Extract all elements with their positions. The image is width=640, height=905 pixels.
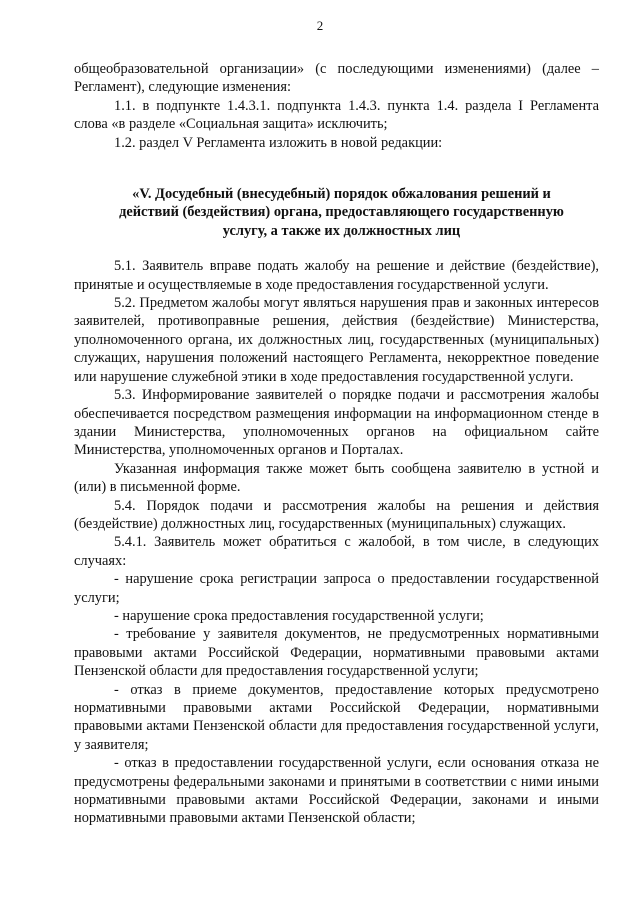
intro-paragraph-2: 1.1. в подпункте 1.4.3.1. подпункта 1.4.3. пункта 1.4. раздела I Регламента слова «в разделе «Социальная защита» исключить; <box>74 97 599 133</box>
body-list-item-2: - нарушение срока предоставления государственной услуги; <box>114 607 484 624</box>
body-list-item-3: - требование у заявителя документов, не предусмотренных нормативными правовыми актами Российской Федерации, нормативными правовыми актами Пензенской области для предоставления государственной услуги; <box>74 626 599 680</box>
page-number: 2 <box>316 18 324 33</box>
intro-paragraph-3: 1.2. раздел V Регламента изложить в новой редакции: <box>114 134 443 151</box>
body-paragraph-3: 5.3. Информирование заявителей о порядке подачи и рассмотрения жалобы обеспечивается посредством размещения информации на информационном стенде в здании Министерства, уполномоченных органов на официальном сайте Министерства, уполномоченных органов и Порталах. <box>74 387 599 459</box>
body-list-item-4: - отказ в приеме документов, предоставление которых предусмотрено нормативными правовыми актами Российской Федерации, нормативными правовыми актами Пензенской области для предоставления государственной услуги, у заявителя; <box>74 681 599 753</box>
body-paragraph-5: 5.4. Порядок подачи и рассмотрения жалобы на решения и действия (бездействие) должностных лиц, государственных (муниципальных) служащих. <box>74 497 599 532</box>
body-paragraph-6: 5.4.1. Заявитель может обратиться с жалобой, в том числе, в следующих случаях: <box>74 534 599 569</box>
intro-paragraph-1: общеобразовательной организации» (с последующими изменениями) (далее – Регламент), следующие изменения: <box>74 61 599 96</box>
body-paragraph-2: 5.2. Предметом жалобы могут являться нарушения прав и законных интересов заявителей, противоправные решения, действия (бездействие) Министерства, уполномоченного органа, их должностных лиц, государственных (муниципальных) служащих, нарушения положений настоящего Регламента, некорректное поведение или нарушение служебной этики в ходе предоставления государственной услуги. <box>74 295 599 385</box>
body-list-item-5: - отказ в предоставлении государственной услуги, если основания отказа не предусмотрены федеральными законами и принятыми в соответствии с ними иными нормативными правовыми актами Российской Федерации, законами и иными нормативными правовыми актами Пензенской области; <box>74 755 599 827</box>
body-list-item-1: - нарушение срока регистрации запроса о предоставлении государственной услуги; <box>74 571 599 606</box>
document-body <box>74 60 599 828</box>
body-paragraph-1: 5.1. Заявитель вправе подать жалобу на решение и действие (бездействие), принятые и осуществляемые в ходе предоставления государственной услуги. <box>74 258 599 293</box>
body-paragraph-4: Указанная информация также может быть сообщена заявителю в устной и (или) в письменной форме. <box>74 460 599 496</box>
section-heading: «V. Досудебный (внесудебный) порядок обжалования решений и действий (бездействия) органа, предоставляющего государственную услугу, а также их должностных лиц <box>119 186 564 239</box>
